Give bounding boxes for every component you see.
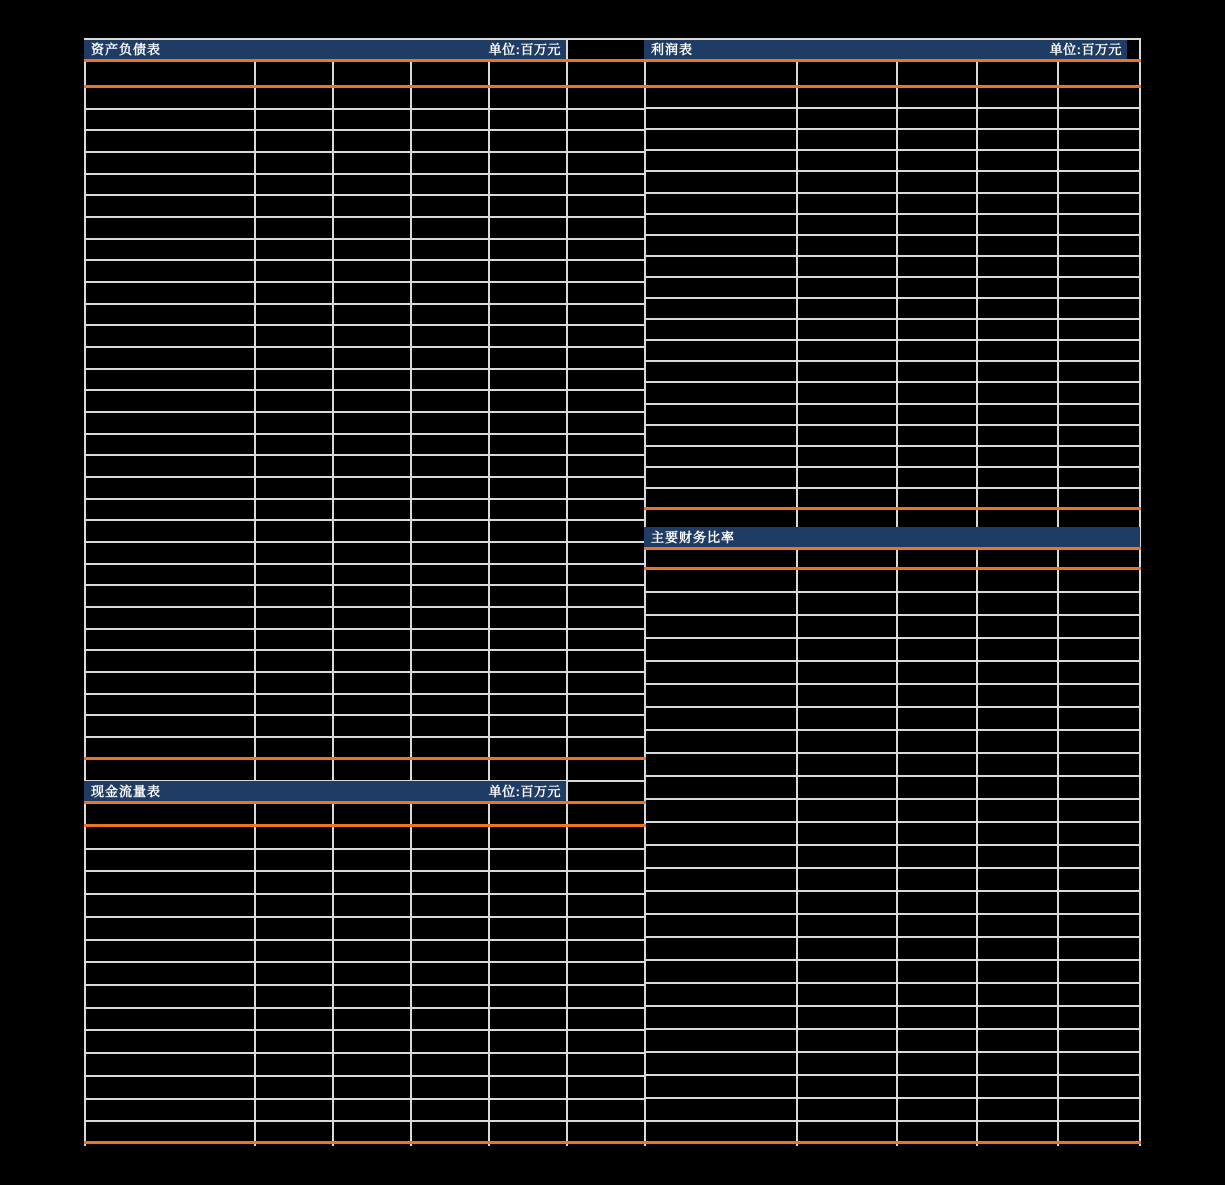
grid-line-horizontal bbox=[644, 107, 1141, 109]
grid-line-horizontal bbox=[644, 752, 1141, 754]
grid-line-horizontal bbox=[644, 192, 1141, 194]
accent-rule bbox=[84, 824, 646, 827]
grid-line-horizontal bbox=[84, 848, 646, 850]
grid-line-horizontal bbox=[84, 238, 646, 240]
grid-line-horizontal bbox=[84, 916, 646, 918]
grid-line-vertical bbox=[566, 38, 568, 1146]
grid-line-horizontal bbox=[84, 324, 646, 326]
grid-line-horizontal bbox=[644, 1051, 1141, 1053]
income-statement-header-bar bbox=[644, 40, 1127, 59]
grid-line-horizontal bbox=[644, 360, 1141, 362]
grid-line-horizontal bbox=[644, 255, 1141, 257]
grid-line-horizontal bbox=[84, 454, 646, 456]
grid-line-horizontal bbox=[84, 129, 646, 131]
grid-line-horizontal bbox=[644, 466, 1141, 468]
grid-line-horizontal bbox=[644, 844, 1141, 846]
accent-rule bbox=[84, 59, 1141, 62]
grid-line-horizontal bbox=[644, 403, 1141, 405]
grid-line-horizontal bbox=[84, 411, 646, 413]
grid-line-horizontal bbox=[84, 346, 646, 348]
grid-line-horizontal bbox=[84, 628, 646, 630]
balance-sheet-header-bar bbox=[84, 40, 566, 59]
grid-line-horizontal bbox=[644, 729, 1141, 731]
grid-line-horizontal bbox=[84, 1029, 646, 1031]
grid-line-horizontal bbox=[644, 318, 1141, 320]
grid-line-horizontal bbox=[644, 660, 1141, 662]
grid-line-horizontal bbox=[644, 1028, 1141, 1030]
grid-line-horizontal bbox=[644, 381, 1141, 383]
accent-rule bbox=[644, 507, 1141, 510]
grid-line-horizontal bbox=[644, 424, 1141, 426]
grid-line-horizontal bbox=[84, 1120, 646, 1122]
grid-line-horizontal bbox=[644, 445, 1141, 447]
grid-line-horizontal bbox=[84, 389, 646, 391]
grid-line-horizontal bbox=[644, 614, 1141, 616]
grid-line-horizontal bbox=[644, 798, 1141, 800]
grid-line-horizontal bbox=[84, 519, 646, 521]
grid-line-horizontal bbox=[644, 1074, 1141, 1076]
grid-line-horizontal bbox=[644, 959, 1141, 961]
grid-line-horizontal bbox=[84, 563, 646, 565]
grid-line-horizontal bbox=[84, 1052, 646, 1054]
grid-line-horizontal bbox=[644, 297, 1141, 299]
grid-line-horizontal bbox=[84, 281, 646, 283]
grid-line-horizontal bbox=[644, 170, 1141, 172]
grid-line-horizontal bbox=[644, 149, 1141, 151]
grid-line-horizontal bbox=[644, 683, 1141, 685]
grid-line-horizontal bbox=[84, 1075, 646, 1077]
grid-line-horizontal bbox=[644, 706, 1141, 708]
income-statement-unit-label: 单位:百万元 bbox=[1049, 42, 1122, 57]
grid-line-horizontal bbox=[84, 736, 646, 738]
grid-line-horizontal bbox=[644, 591, 1141, 593]
grid-line-horizontal bbox=[644, 213, 1141, 215]
grid-line-horizontal bbox=[644, 936, 1141, 938]
grid-line-vertical bbox=[1057, 38, 1059, 1146]
grid-line-horizontal bbox=[84, 216, 646, 218]
grid-line-horizontal bbox=[84, 368, 646, 370]
accent-rule bbox=[644, 547, 1141, 550]
cash-flow-header-bar bbox=[84, 781, 566, 801]
accent-rule bbox=[84, 1141, 1141, 1144]
key-ratios-header-bar bbox=[644, 527, 1140, 547]
grid-line-horizontal bbox=[84, 259, 646, 261]
grid-line-horizontal bbox=[84, 476, 646, 478]
grid-line-vertical bbox=[410, 38, 412, 1146]
accent-rule bbox=[644, 567, 1141, 570]
grid-line-horizontal bbox=[644, 339, 1141, 341]
grid-line-horizontal bbox=[84, 714, 646, 716]
cash-flow-title: 现金流量表 bbox=[91, 783, 162, 799]
balance-sheet-title: 资产负债表 bbox=[91, 42, 162, 57]
grid-line-horizontal bbox=[644, 128, 1141, 130]
grid-line-horizontal bbox=[644, 821, 1141, 823]
grid-line-horizontal bbox=[84, 961, 646, 963]
grid-line-horizontal bbox=[644, 890, 1141, 892]
grid-line-horizontal bbox=[84, 671, 646, 673]
grid-line-horizontal bbox=[84, 433, 646, 435]
grid-line-horizontal bbox=[84, 649, 646, 651]
grid-line-horizontal bbox=[84, 498, 646, 500]
grid-line-horizontal bbox=[84, 151, 646, 153]
accent-rule bbox=[84, 757, 646, 760]
grid-line-horizontal bbox=[84, 984, 646, 986]
grid-line-horizontal bbox=[84, 1007, 646, 1009]
grid-line-horizontal bbox=[644, 982, 1141, 984]
grid-line-horizontal bbox=[84, 693, 646, 695]
grid-line-vertical bbox=[84, 38, 86, 1146]
grid-line-horizontal bbox=[84, 939, 646, 941]
key-ratios-title: 主要财务比率 bbox=[651, 529, 736, 545]
grid-line-horizontal bbox=[644, 913, 1141, 915]
grid-line-horizontal bbox=[84, 584, 646, 586]
grid-line-vertical bbox=[488, 38, 490, 1146]
grid-line-horizontal bbox=[644, 487, 1141, 489]
grid-line-horizontal bbox=[84, 606, 646, 608]
accent-rule bbox=[84, 801, 646, 804]
grid-line-horizontal bbox=[84, 173, 646, 175]
grid-line-horizontal bbox=[644, 867, 1141, 869]
grid-line-vertical bbox=[254, 38, 256, 1146]
grid-line-vertical bbox=[1139, 38, 1141, 1146]
grid-line-horizontal bbox=[644, 234, 1141, 236]
grid-line-horizontal bbox=[644, 637, 1141, 639]
balance-sheet-unit-label: 单位:百万元 bbox=[488, 42, 561, 57]
cash-flow-unit-label: 单位:百万元 bbox=[488, 783, 561, 799]
grid-line-vertical bbox=[976, 38, 978, 1146]
grid-line-horizontal bbox=[644, 775, 1141, 777]
income-statement-title: 利润表 bbox=[651, 42, 694, 57]
grid-line-horizontal bbox=[84, 108, 646, 110]
grid-line-horizontal bbox=[84, 1098, 646, 1100]
grid-line-horizontal bbox=[84, 870, 646, 872]
grid-line-vertical bbox=[796, 38, 798, 1146]
grid-line-horizontal bbox=[644, 1120, 1141, 1122]
grid-line-horizontal bbox=[644, 1097, 1141, 1099]
grid-line-horizontal bbox=[84, 194, 646, 196]
grid-line-horizontal bbox=[84, 893, 646, 895]
grid-line-horizontal bbox=[644, 1005, 1141, 1007]
grid-line-horizontal bbox=[84, 303, 646, 305]
accent-rule bbox=[84, 85, 1141, 88]
grid-line-horizontal bbox=[644, 276, 1141, 278]
grid-line-vertical bbox=[896, 38, 898, 1146]
grid-line-horizontal bbox=[84, 541, 646, 543]
grid-line-vertical bbox=[644, 38, 646, 1146]
grid-line-vertical bbox=[332, 38, 334, 1146]
